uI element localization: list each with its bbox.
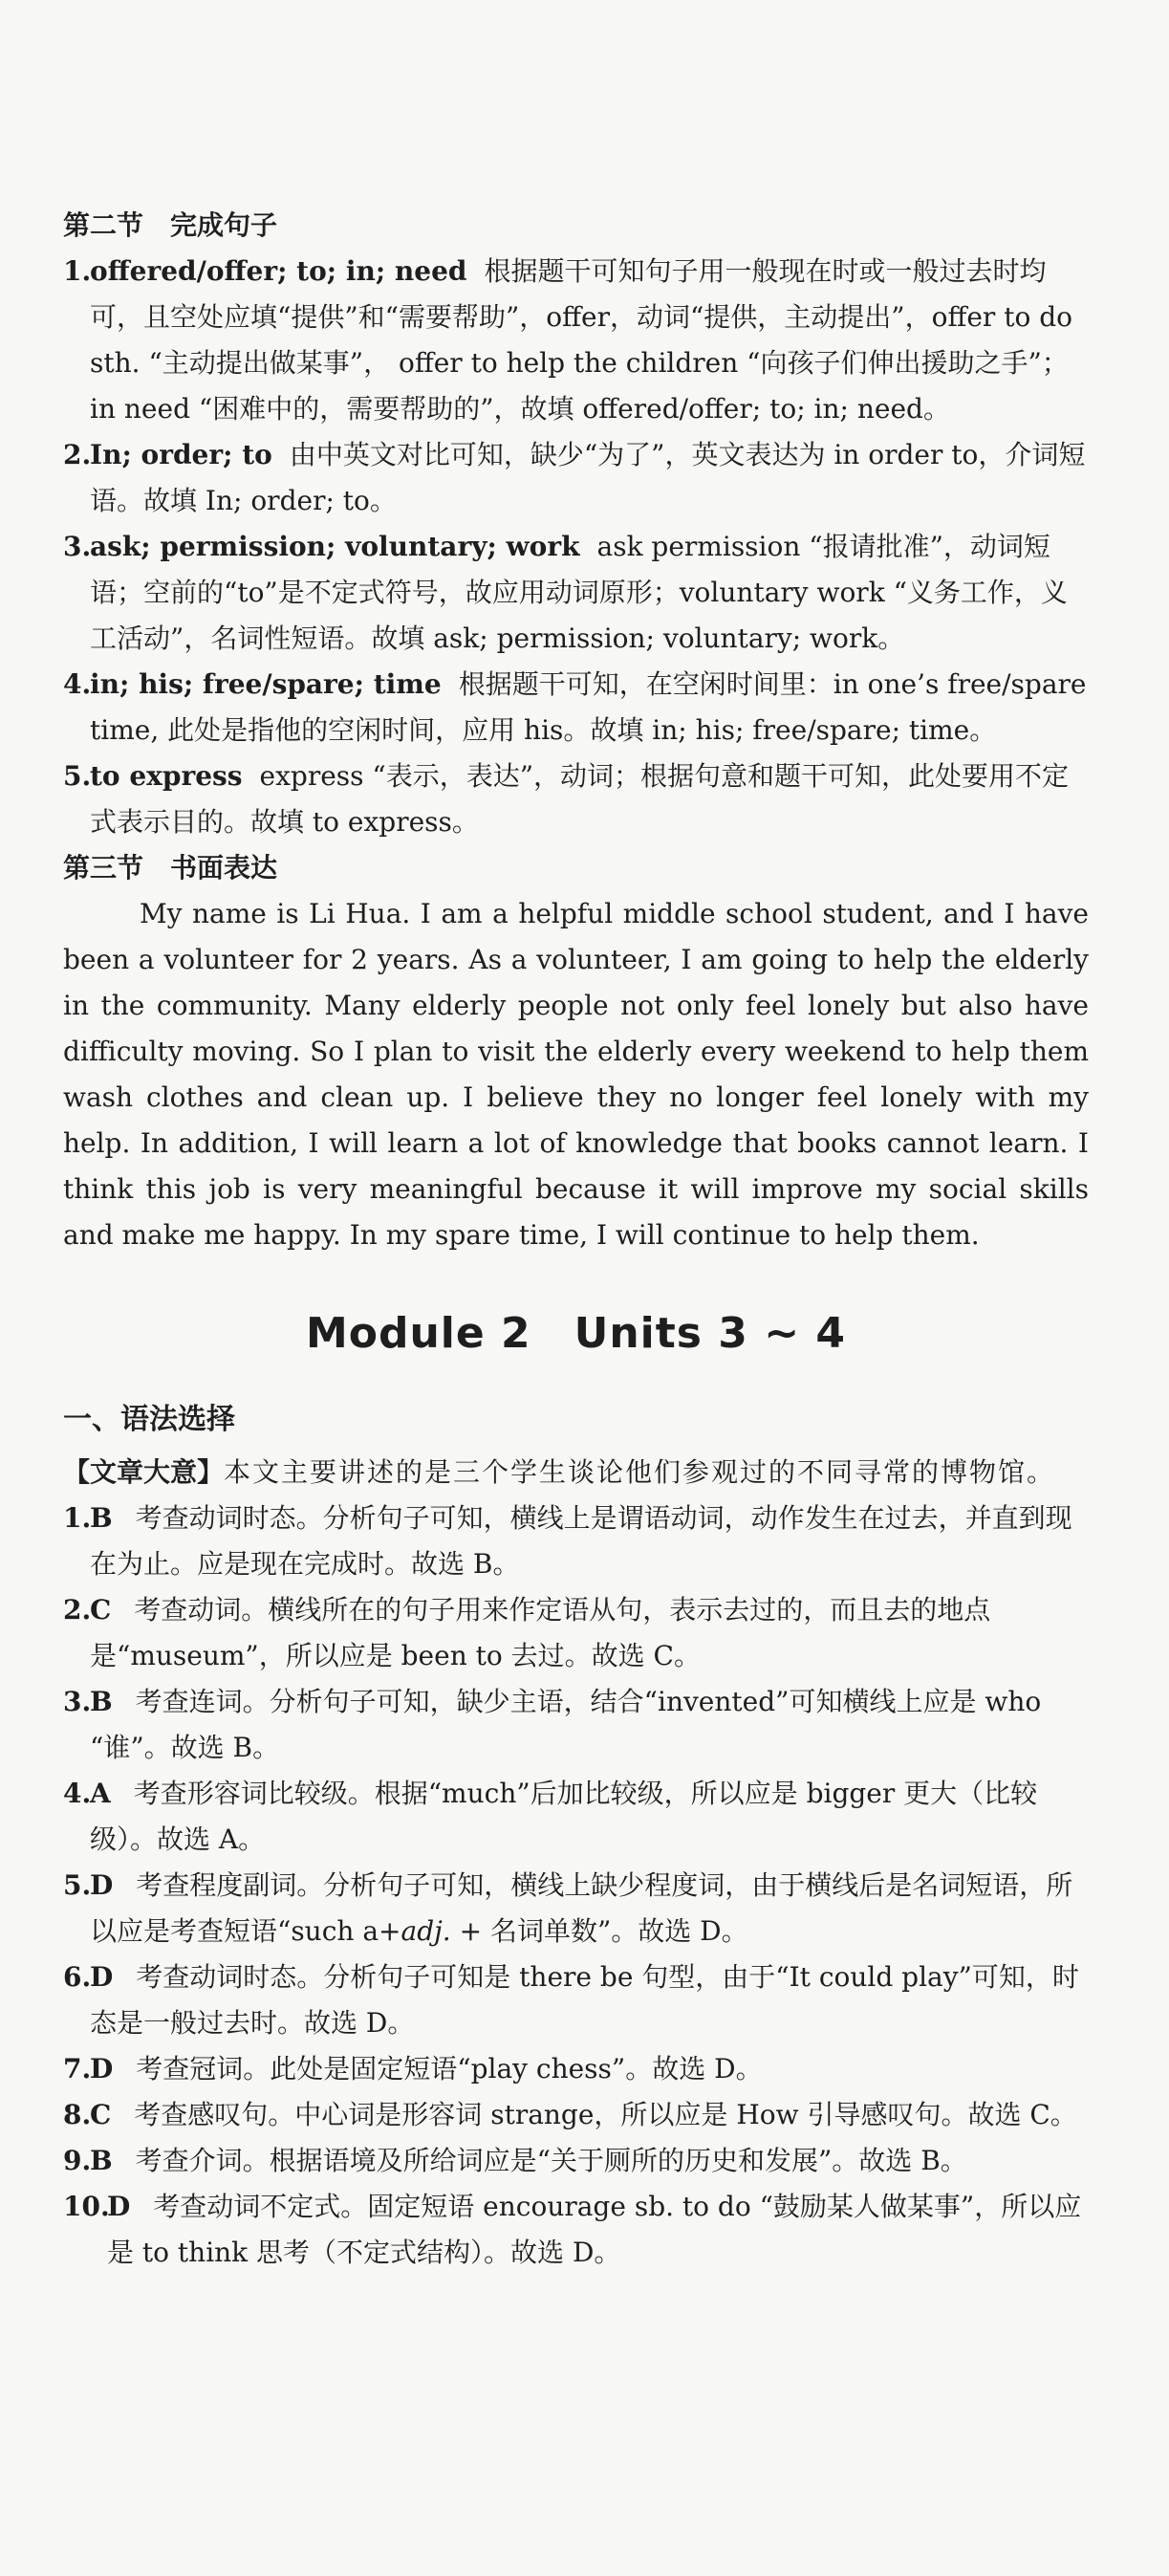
item-explanation: 考查连词。分析句子可知，缺少主语，结合“invented”可知横线上应是 who “谁”。故选 B。 (90, 1686, 1042, 1763)
answer-item-8 (63, 2092, 1089, 2138)
grammar-answers (63, 1495, 1089, 2276)
answer-item-7 (63, 2046, 1089, 2092)
answer-item-1 (63, 1495, 1089, 1587)
item-number: 6. (63, 1961, 92, 1993)
item-answer: In; order; to (90, 439, 272, 470)
summary-tag: 【文章大意】 (63, 1456, 225, 1488)
item-explanation-end: + 名词单数”。故选 D。 (450, 1915, 748, 1947)
item-explanation: 考查动词。横线所在的句子用来作定语从句，表示去过的，而且去的地点是“museum”，所以应是 been to 去过。故选 C。 (90, 1594, 991, 1671)
item-explanation: 考查感叹句。中心词是形容词 strange，所以应是 How 引导感叹句。故选 C。 (134, 2099, 1077, 2130)
item-explanation: 根据题干可知，在空闲时间里：in one’s free/spare time, 此处是指他的空闲时间，应用 his。故填 in; his; free/spare; time。 (90, 668, 1087, 746)
section2-item-5 (63, 753, 1089, 845)
item-number: 1. (63, 255, 92, 287)
article-summary (63, 1450, 1089, 1495)
item-number: 10. (63, 2191, 110, 2222)
answer-item-10 (63, 2184, 1089, 2276)
answer-item-9 (63, 2138, 1089, 2184)
item-number: 2. (63, 1594, 92, 1626)
item-explanation: 考查程度副词。分析句子可知，横线上缺少程度词，由于横线后是名词短语，所以应是考查短语“such a+ (90, 1869, 1073, 1947)
item-answer: to express (90, 760, 243, 792)
essay-text: My name is Li Hua. I am a helpful middle school student, and I have been a volunteer for 2 years. As a volunteer, I am going to help the elderly in the community. Many elderly people not only feel lonely but also have difficulty moving. So I plan to visit the elderly every weekend to help them wash clothes and clean up. I believe they no longer feel lonely with my help. In addition, I will learn a lot of knowledge that books cannot learn. I think this job is very meaningful because it will improve my social skills and make me happy. In my spare time, I will continue to help them. (63, 898, 1089, 1251)
item-answer: D (90, 1869, 114, 1901)
answer-item-3 (63, 1679, 1089, 1771)
item-answer: D (90, 2053, 114, 2085)
item-answer: B (90, 1502, 113, 1534)
item-answer: A (90, 1778, 111, 1809)
section2-item-4 (63, 662, 1089, 753)
item-explanation: ask permission “报请批准”，动词短语；空前的“to”是不定式符号，故应用动词原形；voluntary work “义务工作，义工活动”，名词性短语。故填 ask; permission; voluntary; work。 (90, 531, 1068, 654)
answer-item-6 (63, 1954, 1089, 2046)
item-number: 3. (63, 1686, 92, 1717)
item-answer: D (90, 1961, 114, 1993)
item-answer: B (90, 1686, 113, 1717)
item-explanation-italic: adj. (400, 1915, 451, 1947)
item-explanation: 考查动词时态。分析句子可知，横线上是谓语动词，动作发生在过去，并直到现在为止。应是现在完成时。故选 B。 (90, 1502, 1072, 1580)
answer-item-4 (63, 1771, 1089, 1863)
item-explanation: 由中英文对比可知，缺少“为了”，英文表达为 in order to，介词短语。故填 In; order; to。 (90, 439, 1086, 516)
item-number: 1. (63, 1502, 92, 1534)
item-answer: ask; permission; voluntary; work (90, 531, 580, 562)
item-answer: in; his; free/spare; time (90, 668, 442, 700)
item-answer: C (90, 2099, 112, 2130)
module-title: Module 2 Units 3 ~ 4 (305, 1309, 847, 1358)
section3-title: 第三节 书面表达 (63, 852, 278, 884)
item-number: 4. (63, 668, 92, 700)
section2-item-1 (63, 249, 1089, 432)
item-explanation: 考查动词时态。分析句子可知是 there be 句型，由于“It could play”可知，时态是一般过去时。故选 D。 (90, 1961, 1079, 2039)
summary-text: 本文主要讲述的是三个学生谈论他们参观过的不同寻常的博物馆。 (224, 1456, 1056, 1488)
item-number: 2. (63, 439, 92, 470)
item-answer: C (90, 1594, 112, 1626)
item-number: 5. (63, 1869, 92, 1901)
item-answer: B (90, 2145, 113, 2176)
item-explanation: 考查形容词比较级。根据“much”后加比较级，所以应是 bigger 更大（比较级）。故选 A。 (90, 1778, 1038, 1855)
item-explanation: 考查介词。根据语境及所给词应是“关于厕所的历史和发展”。故选 B。 (135, 2145, 967, 2176)
item-answer: D (107, 2191, 131, 2222)
item-number: 5. (63, 760, 92, 792)
item-answer: offered/offer; to; in; need (90, 255, 467, 287)
answer-item-2 (63, 1587, 1089, 1679)
item-explanation: 根据题干可知句子用一般现在时或一般过去时均可，且空处应填“提供”和“需要帮助”，offer，动词“提供，主动提出”，offer to do sth. “主动提出做某事”， offer to help the children “向孩子们伸出援助之手”；in need “困难中的，需要帮助的”，故填 offered/offer; to; in; need。 (90, 255, 1072, 425)
item-number: 8. (63, 2099, 92, 2130)
section2-item-3 (63, 524, 1089, 662)
item-number: 7. (63, 2053, 92, 2085)
section2-items (63, 249, 1089, 845)
item-number: 4. (63, 1778, 92, 1809)
item-explanation: express “表示，表达”，动词；根据句意和题干可知，此处要用不定式表示目的。故填 to express。 (90, 760, 1070, 838)
item-number: 9. (63, 2145, 92, 2176)
section2-title: 第二节 完成句子 (63, 209, 278, 241)
answer-item-5 (63, 1863, 1089, 1954)
item-explanation: 考查冠词。此处是固定短语“play chess”。故选 D。 (136, 2053, 763, 2085)
item-number: 3. (63, 531, 92, 562)
section2-item-2 (63, 432, 1089, 524)
item-explanation: 考查动词不定式。固定短语 encourage sb. to do “鼓励某人做某事”，所以应是 to think 思考（不定式结构）。故选 D。 (107, 2191, 1082, 2268)
part1-title: 一、语法选择 (63, 1403, 235, 1436)
